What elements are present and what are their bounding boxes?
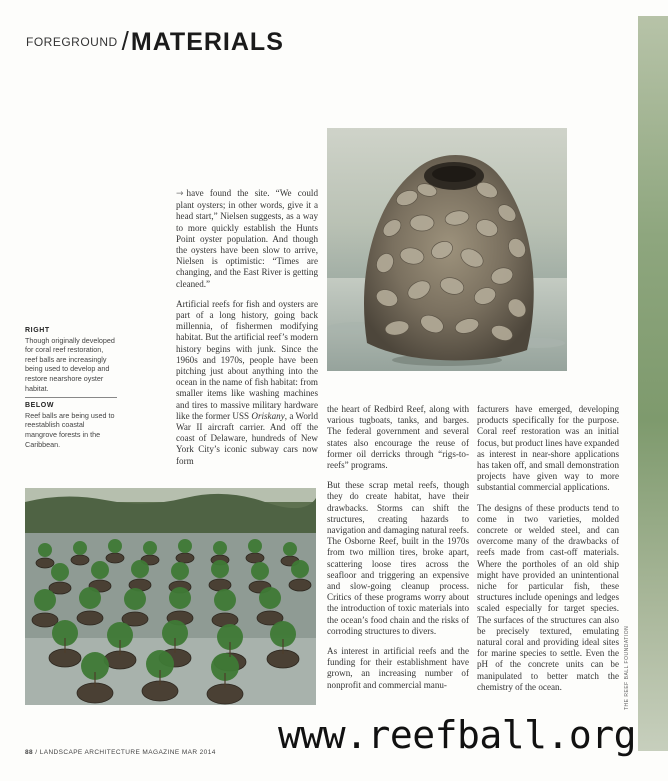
reef-ball-illustration: [327, 128, 567, 371]
adjacent-page-photo: [638, 16, 668, 751]
body-column-1: [176, 188, 318, 467]
caption-right-text: Though originally developed for coral reef restoration, reef balls are increasingly being used to develop and restore nearshore oyster habitat.: [25, 335, 115, 393]
continued-arrow-icon: →: [176, 189, 184, 199]
section-name: FOREGROUND: [26, 35, 118, 49]
reef-ball-photo: [327, 128, 567, 371]
caption-divider: [25, 397, 117, 398]
body-column-2: [327, 404, 469, 691]
paragraph: As interest in artificial reefs and the funding for their establishment have grown, an increasing number of nonprofit and commercial manu-: [327, 646, 469, 690]
page-number: 88: [25, 749, 34, 756]
page-title: MATERIALS: [130, 28, 284, 56]
header-slash: /: [121, 26, 129, 56]
ship-name: Oriskany: [251, 410, 285, 421]
caption-below-text: Reef balls are being used to reestablish coastal mangrove forests in the Caribbean.: [25, 410, 115, 449]
paragraph: facturers have emerged, developing products specifically for the purpose. Coral reef restoration was an initial focus, but product lines have expanded as interest in near-shore applications has taken off, and small demonstration projects have given way to more substantial commercial applications.: [477, 404, 619, 493]
caption-below-label: BELOW: [25, 402, 55, 410]
magazine-name: LANDSCAPE ARCHITECTURE MAGAZINE: [39, 749, 180, 756]
paragraph-text: have found the site. “We could plant oysters; in other words, give it a head start,” Nielsen suggests, as a way to more quickly establish the Hunts Point oyster population. And though the oysters have been slow to arrive, Nielsen is optimistic: “Times are changing, and the East River is getting cleaned.”: [176, 188, 318, 289]
section-header: [26, 26, 284, 57]
paragraph: [176, 188, 318, 290]
caption-right-label: RIGHT: [25, 327, 50, 334]
issue-date: MAR 2014: [181, 749, 216, 756]
paragraph: The designs of these products tend to come in two varieties, molded concrete or welded steel, and can overcome many of the drawbacks of reefs made from cast-off materials. Where the portholes of an old ship might have provided an unintentional niche for particular fish, these structures include openings and ledges scaled especially for target species. The surfaces of the structures can also be precisely textured, emulating natural coral and providing ideal sites for marine species to settle. Even the pH of the concrete units can be manipulated to better match the chemistry of the ocean.: [477, 502, 619, 692]
paragraph: But these scrap metal reefs, though they do create habitat, have their drawbacks. Storms can shift the structures, creating hazards to navigation and damaging natural reefs. The Osborne Reef, built in the 1970s from two million tires, broke apart, scattering loose tires across the seafloor and triggering an expensive and slow-going cleanup process. Critics of these programs worry about the introduction of toxic materials into the ocean’s food chain and the risks of corroding structures to divers.: [327, 480, 469, 636]
mangrove-illustration: [25, 488, 316, 705]
paragraph-text: , a World War II aircraft carrier. And off the coast of Delaware, hundreds of New York City’s iconic subway cars now form: [176, 410, 318, 466]
caption-right: [25, 326, 117, 449]
paragraph-text: Artificial reefs for fish and oysters are part of a long history, going back millennia, of fishermen modifying habitat. But the artificial reef’s modern history begins with junk. Since the 1960s and 1970s, people have been pitching just about anything into the ocean in the name of fish habitat: from smaller items like washing machines and tires to massive military hardware like the former USS: [176, 298, 318, 421]
paragraph: [176, 299, 318, 467]
body-column-3: [477, 404, 619, 693]
photo-credit: THE REEF BALL FOUNDATION: [624, 625, 630, 710]
watermark-url: www.reefball.org: [278, 713, 637, 757]
paragraph: the heart of Redbird Reef, along with various tugboats, tanks, and barges. The federal government and several states also encourage the reuse of former oil derricks through “rigs-to-reefs” programs.: [327, 404, 469, 471]
mangrove-reef-balls-photo: [25, 488, 316, 705]
footer-slash: /: [35, 749, 38, 756]
page-footer: [25, 749, 216, 756]
